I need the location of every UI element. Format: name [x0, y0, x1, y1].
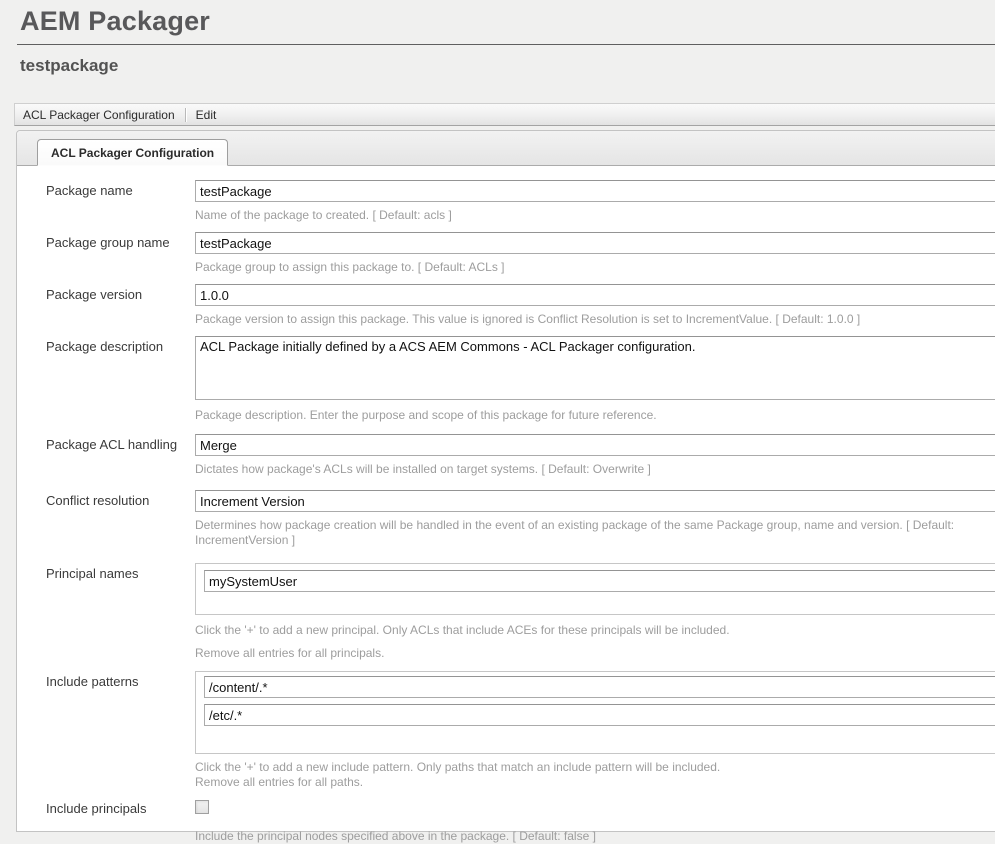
page-root [0, 6, 995, 843]
principal-name-input[interactable] [204, 570, 995, 592]
tab-strip [17, 131, 995, 166]
package-acl-handling-input[interactable] [195, 434, 995, 456]
include-pattern-input-1[interactable] [204, 676, 995, 698]
row-principal-names [17, 563, 995, 661]
row-package-name [17, 180, 995, 223]
config-form [17, 166, 995, 844]
package-version-input[interactable] [195, 284, 995, 306]
package-name-input[interactable] [195, 180, 995, 202]
header-divider [17, 44, 995, 45]
breadcrumb-toolbar [14, 103, 995, 126]
include-patterns-label: Include patterns [46, 674, 139, 689]
row-include-principals [17, 798, 995, 844]
package-version-help: Package version to assign this package. This value is ignored is Conflict Resolution is set to IncrementValue. [ Default: 1.0.0 ] [195, 312, 861, 326]
row-package-group-name [17, 232, 995, 275]
page-title: AEM Packager [20, 6, 210, 36]
principal-names-multifield [195, 563, 995, 615]
package-name-label: Package name [46, 183, 133, 198]
config-panel [16, 130, 995, 843]
row-conflict-resolution [17, 490, 995, 548]
include-patterns-help-line1: Click the '+' to add a new include pattern. Only paths that match an include pattern will be included. [195, 760, 721, 774]
package-group-name-label: Package group name [46, 235, 170, 250]
package-description-textarea[interactable] [195, 336, 995, 400]
row-include-patterns [17, 671, 995, 790]
package-acl-handling-help: Dictates how package's ACLs will be installed on target systems. [ Default: Overwrite ] [195, 462, 651, 476]
principal-names-label: Principal names [46, 566, 139, 581]
principal-names-help-line2: Remove all entries for all principals. [195, 646, 385, 660]
row-package-description [17, 336, 995, 423]
conflict-resolution-input[interactable] [195, 490, 995, 512]
package-subtitle: testpackage [20, 56, 119, 75]
package-name-help: Name of the package to created. [ Default: acls ] [195, 208, 452, 222]
principal-names-help-line1: Click the '+' to add a new principal. Only ACLs that include ACEs for these principals will be included. [195, 623, 730, 637]
include-principals-checkbox[interactable] [195, 800, 209, 814]
include-principals-help: Include the principal nodes specified above in the package. [ Default: false ] [195, 829, 596, 843]
toolbar-separator [185, 108, 186, 122]
include-principals-label: Include principals [46, 801, 147, 816]
package-description-label: Package description [46, 339, 164, 354]
package-acl-handling-label: Package ACL handling [46, 437, 178, 452]
toolbar-title-acl-packager-configuration: ACL Packager Configuration [23, 107, 175, 122]
tab-label: ACL Packager Configuration [51, 146, 215, 160]
package-group-name-help: Package group to assign this package to. [ Default: ACLs ] [195, 260, 505, 274]
package-version-label: Package version [46, 287, 143, 302]
toolbar-edit-link[interactable]: Edit [195, 107, 217, 122]
row-package-acl-handling [17, 434, 995, 477]
conflict-resolution-label: Conflict resolution [46, 493, 150, 508]
package-description-help: Package description. Enter the purpose and scope of this package for future reference. [195, 408, 657, 422]
row-package-version [17, 284, 995, 327]
include-patterns-help-line2: Remove all entries for all paths. [195, 775, 364, 789]
include-patterns-multifield [195, 671, 995, 754]
conflict-resolution-help: Determines how package creation will be handled in the event of an existing package of the same Package group, name and version. [ Default: IncrementVersion ] [195, 518, 955, 547]
package-group-name-input[interactable] [195, 232, 995, 254]
include-pattern-input-2[interactable] [204, 704, 995, 726]
tab-acl-packager-configuration[interactable] [37, 139, 228, 166]
